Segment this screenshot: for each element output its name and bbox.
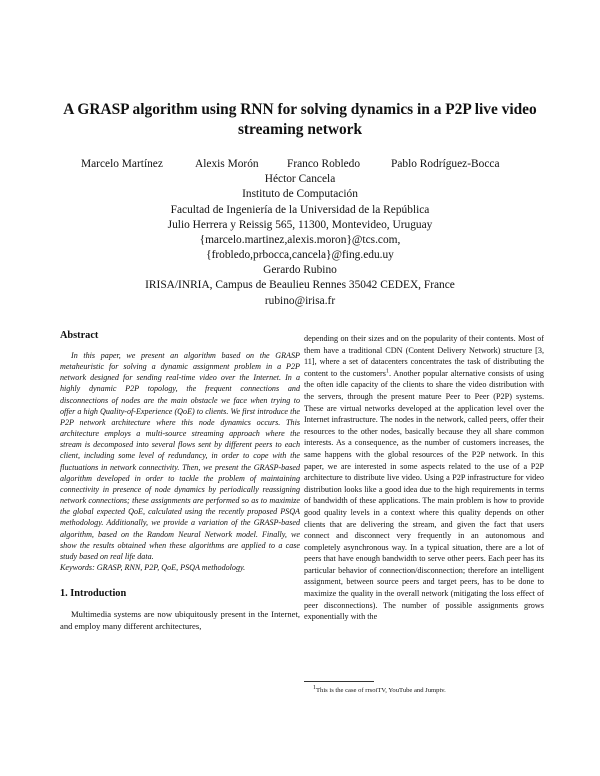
- affiliation-line: Facultad de Ingeniería de la Universidad de la República: [170, 203, 430, 216]
- email-line: rubino@irisa.fr: [264, 294, 336, 307]
- author-name: Gerardo Rubino: [263, 264, 337, 276]
- affiliation-line: Instituto de Computación: [242, 188, 358, 201]
- footnote-mark: 1: [313, 684, 316, 691]
- author-name: Héctor Cancela: [264, 173, 336, 185]
- abstract-body: In this paper, we present an algorithm based on the GRASP metaheuristic for solving a dynamic assignment problem in a P2P network designed for sending real-time video over the Internet. In a highly dynamic P2P topology, the frequent connections and disconnections of nodes are the main obstacle we face when trying to offer a high Quality-of-Experience (QoE) to clients. We first introduce the P2P network architecture where this node dynamics occurs. This architecture employs a multi-source streaming approach where the stream is decomposed into several flows sent by different peers to each client, including some level of redundancy, in order to cope with the fluctuations in network connectivity. Then, we present the GRASP-based algorithm developed in order to tackle the problem of maintaining connectivity in presence of node dynamics by periodically reassigning network connections; these assignments are performed so as to maximize the global expected QoE, calculated using the recently proposed PSQA methodology. Additionally, we provide a variation of the GRASP-based algorithm, based on the Random Neural Network model. Finally, we show the results obtained when these algorithms are applied to a case study based on real life data.: [60, 351, 300, 561]
- keywords: Keywords: GRASP, RNN, P2P, QoE, PSQA methodology.: [60, 562, 246, 572]
- affiliation-line: IRISA/INRIA, Campus de Beaulieu Rennes 35042 CEDEX, France: [145, 279, 455, 292]
- right-column-body: [304, 333, 544, 623]
- footnote-reference[interactable]: 1: [385, 368, 389, 375]
- affiliation-line: Julio Herrera y Reissig 565, 11300, Montevideo, Uruguay: [167, 218, 433, 231]
- right-column: [304, 333, 544, 623]
- footnote-text: This is the case of rrsoiTV, YouTube and Jumptv.: [316, 687, 446, 694]
- body-text: depending on their sizes and on the popularity of their contents. Most of them have a traditional CDN (Content Delivery Network) structure [3, 11], where a set of datacenters concentrates the task of distributing the content to the customers: [304, 334, 544, 378]
- paper-title: A GRASP algorithm using RNN for solving dynamics in a P2P live video streaming network: [63, 101, 537, 138]
- author-name: Franco Robledo: [287, 158, 361, 170]
- section-heading-introduction: 1. Introduction: [60, 588, 127, 600]
- abstract-heading: Abstract: [60, 330, 99, 341]
- email-line: {marcelo.martinez,alexis.moron}@tcs.com,: [199, 234, 401, 247]
- left-column: [60, 329, 300, 633]
- email-line: {frobledo,prbocca,cancela}@fing.edu.uy: [206, 249, 394, 262]
- footnote: [313, 686, 446, 695]
- body-text: . Another popular alternative consists of using the often idle capacity of the clients to share the video distribution with the servers, through the present mature Peer to Peer (P2P) systems. These are virtual networks developed at the application level over the Internet infrastructure. The nodes in the network, called peers, offer their resources to the other nodes, basically because they all share common interests. As a consequence, as the number of customers increases, the same happens with the global resources of the P2P network. In this paper, we are interested in some aspects related to the use of a P2P architecture to distribute live video. Using a P2P infrastructure for video distribution looks like a good idea due to the high requirements in terms of bandwidth of these applications. The main problem is how to provide good quality levels in a context where this quality depends on other clients that are delivering the stream, and given the fact that users connect and disconnect very frequently in an autonomous and completely asynchronous way. In a typical situation, there are a lot of peers that have enough bandwidth to serve other peers. Each peer has its particular behavior of connection/disconnection; therefore an intelligent assignment, between source peers and target peers, has to be done to maximize the quality in the overall network (mitigating the loss effect of peer disconnections). The number of possible assignments grows exponentially with the: [304, 368, 544, 622]
- footnote-divider: [304, 681, 374, 682]
- author-name: Alexis Morón: [195, 158, 259, 170]
- author-name: Marcelo Martínez: [81, 158, 163, 170]
- introduction-body: Multimedia systems are now ubiquitously present in the Internet, and employ many different architectures,: [60, 609, 300, 631]
- affiliation-block-1: [60, 172, 540, 264]
- author-name: Pablo Rodríguez-Bocca: [391, 158, 500, 170]
- affiliation-block-2: [60, 263, 540, 309]
